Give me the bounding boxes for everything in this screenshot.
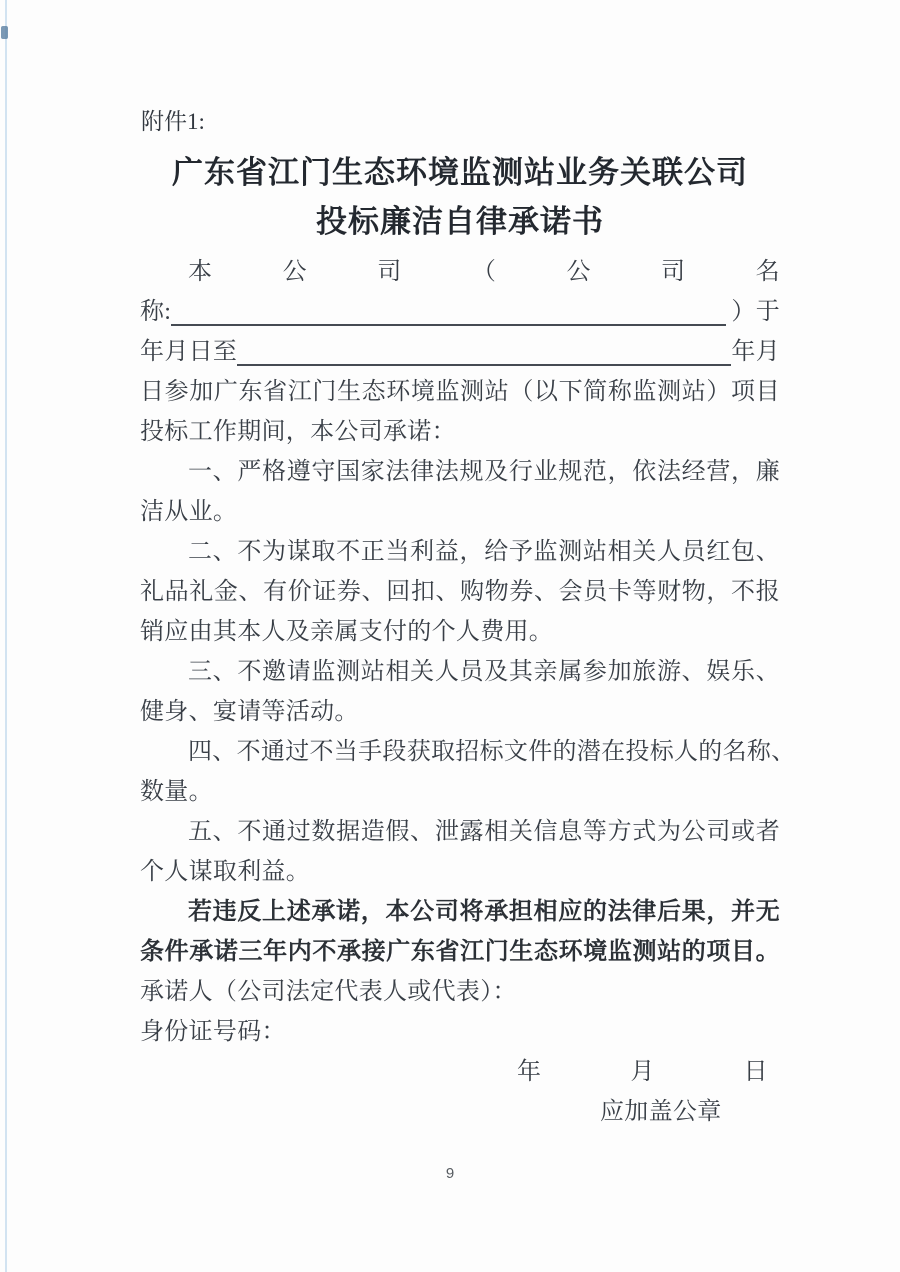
company-name-suffix: ）于 — [731, 299, 780, 325]
body-line-item2-mid: 礼品礼金、有价证券、回扣、购物券、会员卡等财物，不报 — [140, 579, 780, 605]
document-body — [140, 252, 796, 972]
opening-char: 司 — [661, 259, 686, 285]
signature-block — [140, 972, 780, 1132]
opening-char: 公 — [282, 259, 307, 285]
blank-end-year — [237, 364, 731, 366]
body-line-item4-start: 四、不通过不当手段获取招标文件的潜在投标人的名称、 — [188, 739, 796, 765]
scan-artifact-mark — [1, 26, 8, 39]
opening-spread-line — [140, 252, 780, 292]
sign-year-label: 年 — [517, 1059, 542, 1085]
body-line-1: 日参加广东省江门生态环境监测站（以下简称监测站）项目 — [140, 379, 780, 405]
title-line-1: 广东省江门生态环境监测站业务关联公司 — [172, 155, 748, 190]
opening-char: 本 — [188, 259, 213, 285]
body-line-warning-end: 条件承诺三年内不承接广东省江门生态环境监测站的项目。 — [140, 939, 780, 965]
blank-company-name — [171, 324, 726, 326]
label-year: 年 — [140, 339, 165, 365]
signature-date-line — [140, 1052, 780, 1092]
seal-note: 应加盖公章 — [600, 1099, 722, 1125]
body-line-item1-end: 洁从业。 — [140, 499, 238, 525]
title-line-2: 投标廉洁自律承诺书 — [316, 204, 604, 239]
label-month: 月 — [164, 339, 189, 365]
scan-edge-line — [5, 0, 7, 1272]
body-line-item4-end: 数量。 — [140, 779, 213, 805]
body-line-2: 投标工作期间，本公司承诺： — [140, 419, 456, 445]
opening-char: 名 — [755, 259, 780, 285]
document-title — [140, 148, 780, 246]
body-line-item3-end: 健身、宴请等活动。 — [140, 699, 359, 725]
sign-month-label: 月 — [630, 1059, 655, 1085]
label-month-2: 月 — [755, 339, 780, 365]
body-line-item3-start: 三、不邀请监测站相关人员及其亲属参加旅游、娱乐、 — [188, 659, 780, 685]
opening-char: （ — [471, 259, 497, 285]
label-day-to: 日至 — [188, 339, 238, 365]
body-line-item5-end: 个人谋取利益。 — [140, 859, 311, 885]
body-line-item5-start: 五、不通过数据造假、泄露相关信息等方式为公司或者 — [188, 819, 780, 845]
body-line-warning-start: 若违反上述承诺，本公司将承担相应的法律后果，并无 — [188, 899, 780, 925]
body-line-item1-start: 一、严格遵守国家法律法规及行业规范，依法经营，廉 — [188, 459, 780, 485]
label-year-2: 年 — [731, 339, 756, 365]
opening-char: 公 — [566, 259, 591, 285]
page-number: 9 — [445, 1165, 455, 1182]
body-line-item2-start: 二、不为谋取不正当利益，给予监测站相关人员红包、 — [188, 539, 780, 565]
company-name-line — [140, 292, 780, 332]
body-line-item2-end: 销应由其本人及亲属支付的个人费用。 — [140, 619, 554, 645]
date-blanks-line — [140, 332, 780, 372]
opening-char: 司 — [377, 259, 402, 285]
promiser-line: 承诺人（公司法定代表人或代表）： — [140, 979, 517, 1005]
id-number-line: 身份证号码： — [140, 1019, 286, 1045]
attachment-label: 附件1: — [141, 109, 205, 134]
company-name-label: 称: — [140, 299, 172, 325]
sign-day-label: 日 — [743, 1059, 768, 1085]
